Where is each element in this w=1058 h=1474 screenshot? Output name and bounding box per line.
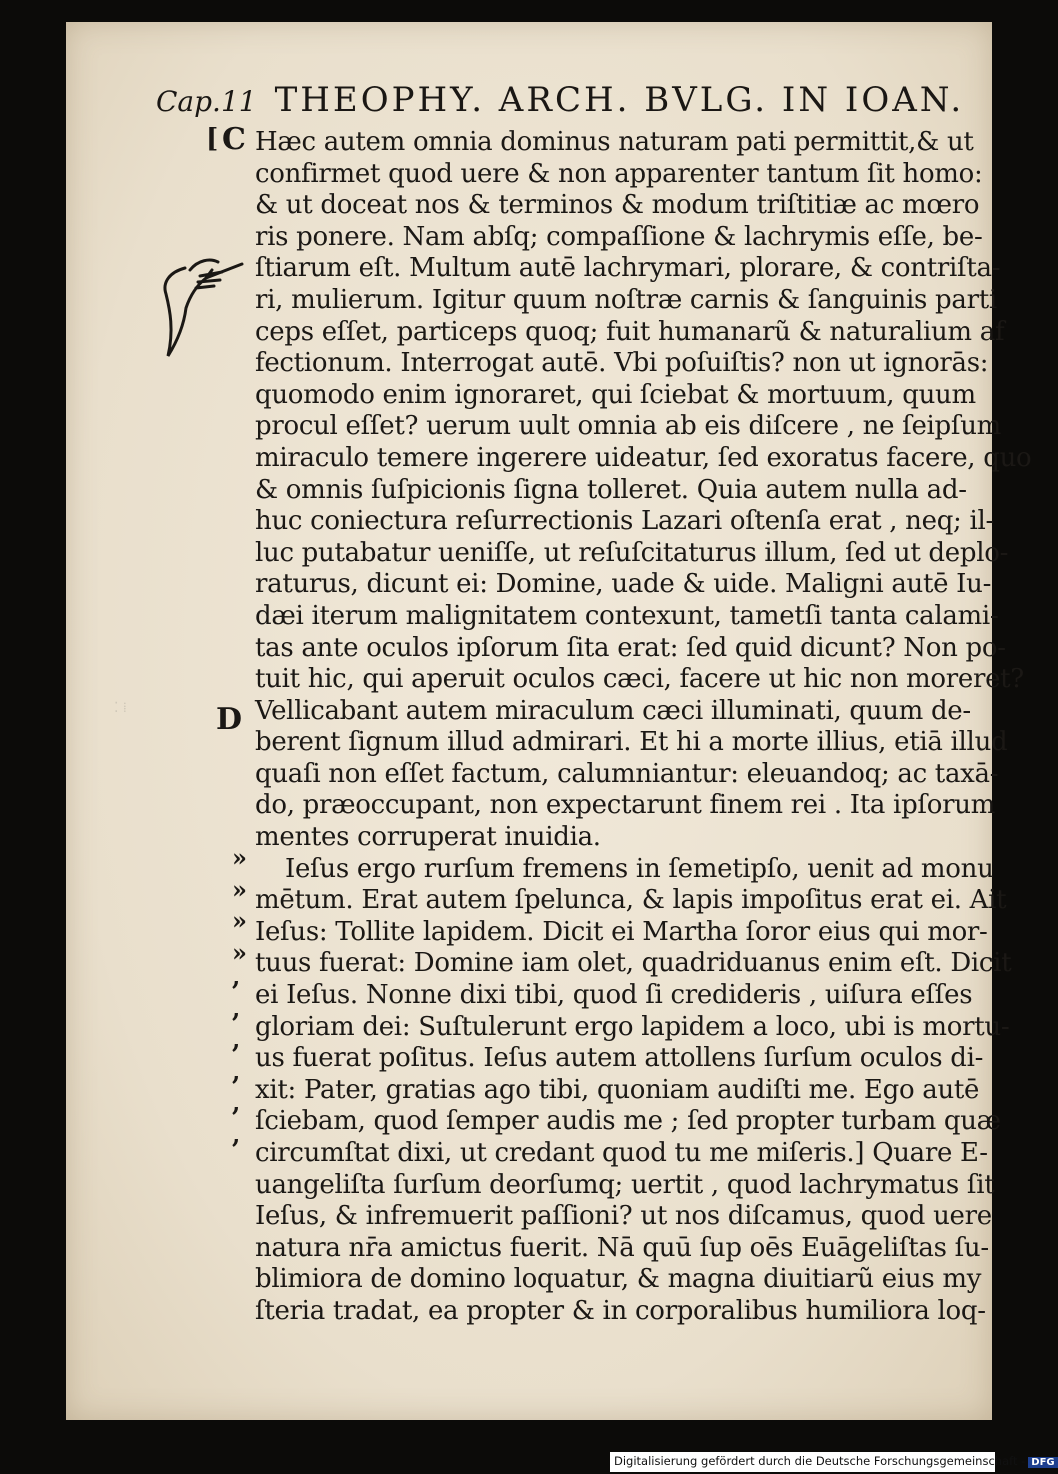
quote-mark: » bbox=[232, 938, 247, 967]
text-line: us fuerat poſitus. Ieſus autem attollens ſurſum oculos di- bbox=[255, 1043, 984, 1074]
quote-mark: , bbox=[232, 1088, 241, 1117]
text-line: Vellicabant autem miraculum cæci illuminati, quum de- bbox=[255, 695, 971, 726]
text-line: Ieſus, & infremuerit paſſioni? ut nos diſcamus, quod uere bbox=[255, 1201, 992, 1232]
text-line: tuit hic, qui aperuit oculos cæci, facere ut hic non moreret? bbox=[255, 664, 1024, 695]
text-line: gloriam dei: Suſtulerunt ergo lapidem a loco, ubi is mortu- bbox=[255, 1011, 1010, 1042]
footer-text: Digitalisierung gefördert durch die Deutsche Forschungsgemeinschaft - bbox=[614, 1454, 1026, 1468]
text-line: Hæc autem omnia dominus naturam pati permittit,& ut bbox=[255, 127, 974, 157]
text-line: berent ſignum illud admirari. Et hi a morte illius, etiā illud bbox=[255, 727, 1008, 758]
text-line: Ieſus ergo rurſum fremens in ſemetipſo, uenit ad monu bbox=[285, 853, 994, 884]
text-line: ſciebam, quod ſemper audis me ; ſed propter turbam quæ bbox=[255, 1106, 1001, 1137]
quote-mark: , bbox=[232, 1120, 241, 1149]
quote-mark: , bbox=[232, 962, 237, 991]
chapter-number: Cap.11 bbox=[156, 85, 257, 118]
bracket-mark: [ bbox=[206, 124, 219, 154]
text-line: fectionum. Interrogat autē. Vbi poſuiſtis? non ut ignorās: bbox=[255, 348, 989, 379]
text-line: Ieſus: Tollite lapidem. Dicit ei Martha ſoror eius qui mor- bbox=[255, 916, 988, 947]
text-line: & omnis ſuſpicionis ſigna tolleret. Quia autem nulla ad- bbox=[255, 474, 967, 505]
dfg-logo[interactable]: DFG bbox=[1028, 1457, 1057, 1468]
text-line: ſteria tradat, ea propter & in corporalibus humiliora loq- bbox=[255, 1295, 986, 1326]
digitization-footer bbox=[610, 1452, 1055, 1472]
running-header bbox=[156, 80, 965, 120]
text-line: blimiora de domino loquatur, & magna diuitiarũ eius my bbox=[255, 1264, 982, 1295]
section-letter-c: C bbox=[222, 122, 246, 157]
text-line: do, præoccupant, non expectarunt finem rei . Ita ipſorum bbox=[255, 790, 996, 821]
text-line: mentes corruperat inuidia. bbox=[255, 822, 601, 853]
quote-mark: » bbox=[232, 906, 247, 935]
text-line: uangeliſta ſurſum deorſumq; uertit , quod lachrymatus ſit bbox=[255, 1169, 995, 1200]
text-line: natura nr̄a amictus fuerit. Nā quū ſup oēs Euāgeliſtas ſu- bbox=[255, 1232, 989, 1263]
quote-mark: » bbox=[232, 843, 247, 872]
text-line: circumſtat dixi, ut credant quod tu me miſeris.] Quare E- bbox=[255, 1138, 988, 1168]
text-line: miraculo temere ingerere uideatur, ſed exoratus facere, quo bbox=[255, 442, 1032, 473]
pointing-hand-icon bbox=[150, 248, 250, 373]
text-line: ceps eſſet, particeps quoq; fuit humanarũ & naturalium af bbox=[255, 316, 1005, 347]
text-line: ei Ieſus. Nonne dixi tibi, quod ſi credideris , uiſura eſſes bbox=[255, 980, 973, 1011]
text-line: raturus, dicunt ei: Domine, uade & uide. Maligni autē Iu- bbox=[255, 569, 992, 600]
quote-mark: » bbox=[232, 875, 247, 904]
main-text-block bbox=[255, 127, 1032, 1328]
text-line: confirmet quod uere & non apparenter tantum ſit homo: bbox=[255, 158, 983, 189]
quote-mark: , bbox=[232, 994, 241, 1023]
margin-specks: ⁚ ⁞ bbox=[114, 700, 127, 716]
quote-mark: , bbox=[232, 1025, 241, 1054]
text-line: quomodo enim ignoraret, qui ſciebat & mortuum, quum bbox=[255, 379, 976, 410]
section-letter-d: D bbox=[216, 702, 243, 737]
text-line: ri, mulierum. Igitur quum noſtræ carnis & ſanguinis parti bbox=[255, 284, 997, 315]
text-line: & ut doceat nos & terminos & modum triſtitiæ ac mœro bbox=[255, 190, 980, 221]
text-line: tas ante oculos ipſorum ſita erat: ſed quid dicunt? Non po- bbox=[255, 632, 1006, 663]
text-line: ris ponere. Nam abſq; compaſſione & lachrymis eſſe, be- bbox=[255, 221, 983, 252]
text-line: mētum. Erat autem ſpelunca, & lapis impoſitus erat ei. Ait bbox=[255, 885, 1007, 916]
quote-mark: , bbox=[232, 1057, 241, 1086]
text-line: ſtiarum eſt. Multum autē lachrymari, plorare, & contriſta- bbox=[255, 253, 1001, 284]
text-line: dæi iterum malignitatem contexunt, tametſi tanta calami- bbox=[255, 600, 999, 631]
text-line: quaſi non eſſet factum, calumniantur: eleuandoq; ac taxā- bbox=[255, 758, 999, 789]
text-line: luc putabatur ueniſſe, ut reſuſcitaturus illum, ſed ut deplo- bbox=[255, 537, 1009, 568]
text-line: xit: Pater, gratias ago tibi, quoniam audiſti me. Ego autē bbox=[255, 1074, 980, 1105]
text-line: huc coniectura reſurrectionis Lazari oſtenſa erat , neq; il- bbox=[255, 506, 994, 537]
running-title: THEOPHY. ARCH. BVLG. IN IOAN. bbox=[274, 80, 965, 120]
text-line: tuus fuerat: Domine iam olet, quadriduanus enim eſt. Dicit bbox=[255, 948, 1012, 979]
text-line: procul eſſet? uerum uult omnia ab eis diſcere , ne ſeipſum bbox=[255, 411, 1002, 442]
